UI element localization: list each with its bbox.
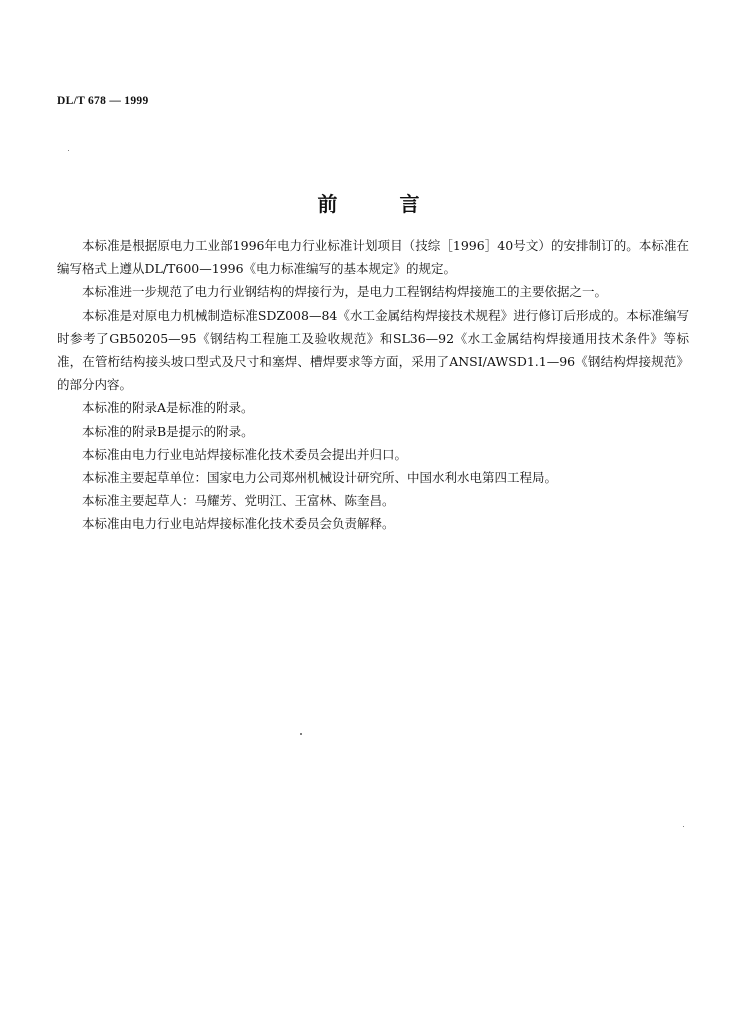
scan-speck <box>68 150 69 151</box>
page-title: 前言 <box>317 192 482 216</box>
scan-speck <box>683 826 684 827</box>
document-code: DL/T 678 — 1999 <box>57 95 149 107</box>
paragraph-appendix-a: 本标准的附录A是标准的附录。 <box>82 400 254 416</box>
paragraph-plan-basis: 本标准是根据原电力工业部1996年电力行业标准计划项目（技综［1996］40号文）的安排制订的。本标准在编写格式上遵从DL/T600—1996《电力标准编写的基本规定》的规定。 <box>57 238 689 277</box>
scan-speck <box>300 733 302 735</box>
paragraph-appendix-b: 本标准的附录B是提示的附录。 <box>82 423 254 439</box>
paragraph-proposer: 本标准由电力行业电站焊接标准化技术委员会提出并归口。 <box>82 446 408 462</box>
paragraph-revision: 本标准是对原电力机械制造标准SDZ008—84《水工金属结构焊接技术规程》进行修订后形成的。本标准编写时参考了GB50205—95《钢结构工程施工及验收规范》和SL36—92《水工金属结构焊接通用技术条件》等标准，在管桁结构接头坡口型式及尺寸和塞焊、槽焊要求等方面，采用了ANSI/AWSD1.1—96《钢结构焊接规范》的部分内容。 <box>57 307 689 393</box>
paragraph-purpose: 本标准进一步规范了电力行业钢结构的焊接行为，是电力工程钢结构焊接施工的主要依据之一。 <box>82 284 608 300</box>
paragraph-drafters: 本标准主要起草人：马耀芳、党明江、王富林、陈奎昌。 <box>82 493 395 509</box>
foreword-body <box>57 234 689 536</box>
paragraph-interpretation: 本标准由电力行业电站焊接标准化技术委员会负责解释。 <box>82 516 395 532</box>
paragraph-drafting-units: 本标准主要起草单位：国家电力公司郑州机械设计研究所、中国水利水电第四工程局。 <box>82 470 558 486</box>
